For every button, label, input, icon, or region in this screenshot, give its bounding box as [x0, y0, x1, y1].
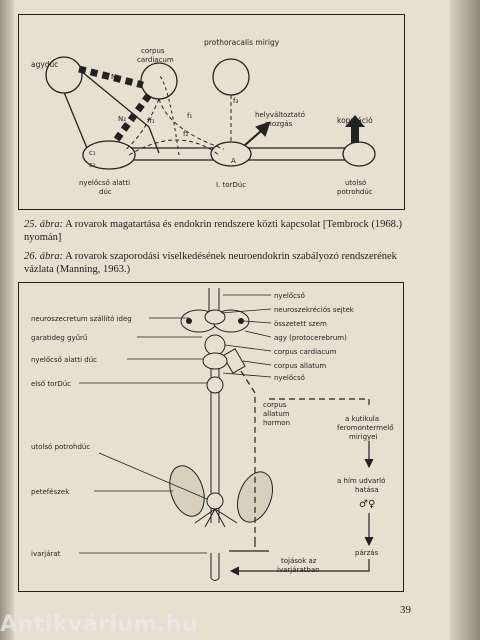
figure-26-frame: [18, 282, 404, 592]
label-osszetett-szem: összetett szem: [274, 320, 327, 328]
figure-25-caption-text: A rovarok magatartása és endokrin rendszere közti kapcsolat [Tembrock (1968.) nyomán]: [24, 219, 403, 243]
label-neurosecretum: neuroszecretum szállító ideg: [31, 315, 132, 323]
subesophageal-ganglion: [203, 353, 227, 369]
pointer-agy: [245, 331, 271, 337]
label-ivarjarat: ivarjárat: [31, 550, 61, 558]
label-n2: N₂: [118, 115, 127, 123]
figure-25-frame: [18, 14, 405, 210]
label-locomotion-1: helyváltoztató: [255, 111, 305, 119]
label-sex-symbol: ♂♀: [359, 499, 376, 510]
flow-arrow-1: [365, 459, 373, 467]
pointer-corpus-allatum: [243, 361, 271, 365]
label-subesophageal-1: nyelőcső alatti: [79, 179, 131, 187]
label-ca-hormon-3: hormon: [263, 419, 291, 427]
compound-eye-left: [186, 318, 192, 324]
label-last-abdominal-1: utolsó: [345, 179, 367, 187]
label-utolso-potroh: utolsó potrohdúc: [31, 443, 91, 451]
last-abdominal-ganglion: [207, 493, 223, 509]
oviduct: [211, 553, 219, 581]
figure-26-diagram: [19, 283, 403, 591]
figure-25-diagram: [19, 15, 404, 209]
figure-26-caption: [24, 250, 409, 276]
page-edge-shadow-right: [450, 0, 480, 640]
label-him-udvarlo-2: hatása: [355, 486, 379, 494]
label-kutikula-2: feromontermelő: [337, 424, 394, 432]
prothoracic-gland: [213, 59, 249, 95]
label-corpus-allatum: corpus allatum: [274, 362, 327, 370]
label-c1: c₁: [89, 149, 96, 157]
label-f3: f₃: [233, 97, 239, 105]
pointer-nyelocso-bottom: [223, 373, 271, 377]
ovary-nerves: [195, 509, 237, 527]
label-kutikula-1: a kutikula: [345, 415, 379, 423]
label-corpus-cardiacum-1: corpus: [141, 47, 165, 55]
label-agy: agy (protocerebrum): [274, 334, 347, 342]
label-parzas: párzás: [355, 549, 379, 557]
label-tojasok-2: ivarjáratban: [277, 566, 320, 574]
label-f2: f₂: [183, 130, 189, 138]
label-corpus-cardiacum-2: cardiacum: [137, 56, 174, 64]
label-ca-hormon-2: allatum: [263, 410, 290, 418]
figure-25-caption: [24, 218, 404, 244]
corpus-cardiacum: [205, 335, 225, 355]
label-kutikula-3: mirigyei: [349, 433, 378, 441]
label-nyelocso-top: nyelőcső: [274, 292, 305, 300]
label-last-abdominal-2: potrohdúc: [337, 188, 373, 196]
label-garatideg: garatideg gyűrű: [31, 334, 88, 342]
esophagus-top: [209, 288, 219, 313]
page-edge-shadow-left: [0, 0, 14, 640]
flow-arrow-2: [365, 537, 373, 545]
label-nyelocso-alatti: nyelőcső alatti dúc: [31, 356, 98, 364]
label-f1: f₁: [187, 112, 193, 120]
compound-eye-right: [238, 318, 244, 324]
label-brain: agydúc: [31, 60, 59, 69]
label-n1: N₁: [111, 73, 120, 81]
label-him-udvarlo-1: a hím udvarló: [337, 477, 386, 485]
label-copulation: kopuláció: [337, 116, 373, 125]
label-subesophageal-2: dúc: [99, 188, 112, 196]
label-neuroszekrecios: neuroszekréciós sejtek: [274, 306, 354, 314]
label-ca-hormon-1: corpus: [263, 401, 287, 409]
label-elso-tordu: első torDúc: [31, 380, 71, 388]
label-nyelocso-bottom: nyelőcső: [274, 374, 305, 382]
label-petefeszek: petefészek: [31, 488, 70, 496]
label-tojasok-1: tojások az: [281, 557, 317, 565]
label-c2: c₂: [89, 161, 96, 169]
watermark: Antikvárium.hu: [0, 612, 199, 637]
label-ff1: ff₁: [147, 117, 155, 125]
label-corpus-cardiacum: corpus cardiacum: [274, 348, 337, 356]
label-a: A: [231, 157, 236, 165]
neurosecretory-cells: [205, 310, 225, 324]
page-number: 39: [400, 604, 411, 616]
first-thoracic-ganglion: [207, 377, 223, 393]
figure-26-caption-text: A rovarok szaporodási viselkedésének neuroendokrin szabályozó rendszerének vázlata (Manning, 1963.): [24, 251, 397, 275]
figure-26-caption-number: 26. ábra:: [24, 251, 64, 262]
last-abdominal-ganglion: [343, 142, 375, 166]
label-prothoracic-gland: prothoracalis mirigy: [204, 38, 280, 47]
label-locomotion-2: mozgás: [265, 120, 293, 128]
figure-25-caption-number: 25. ábra:: [24, 219, 64, 230]
label-thoracic: I. torDúc: [216, 181, 247, 189]
flow-arrow-3: [231, 567, 239, 575]
